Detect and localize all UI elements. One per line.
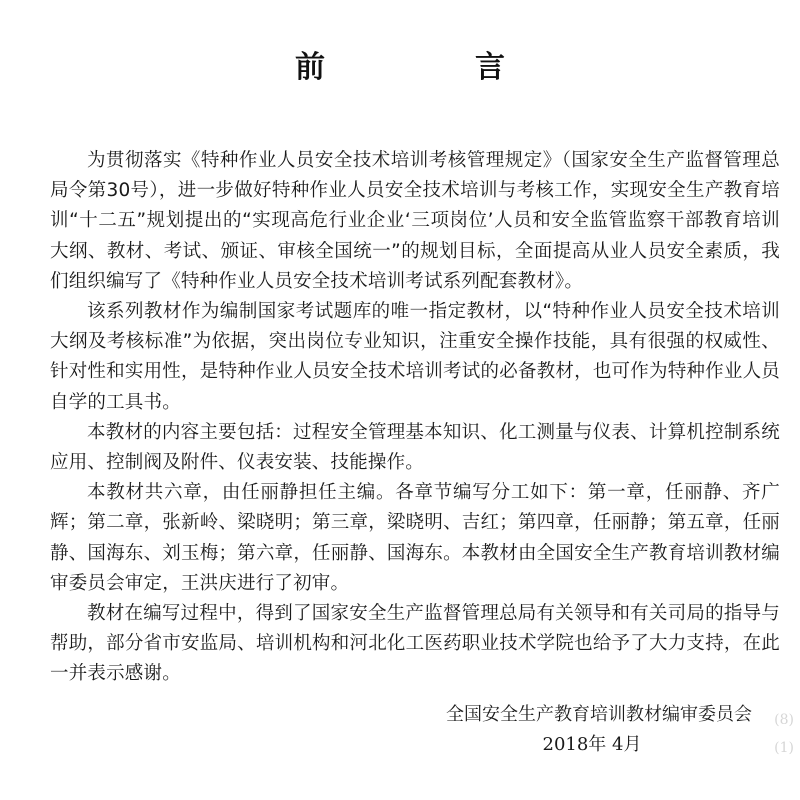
preface-body bbox=[50, 146, 780, 690]
signature-date: 2018年 4月 bbox=[542, 734, 642, 755]
signature-organization: 全国安全生产教育培训教材编审委员会 bbox=[446, 704, 752, 725]
paragraph-2: 该系列教材作为编制国家考试题库的唯一指定教材，以“特种作业人员安全技术培训大纲及考核标准”为依据，突出岗位专业知识，注重安全操作技能，具有很强的权威性、针对性和实用性，是特种作业人员安全技术培训考试的必备教材，也可作为特种作业人员自学的工具书。 bbox=[50, 301, 780, 413]
bleed-through-text: (1) bbox=[774, 740, 794, 756]
signature-block bbox=[392, 700, 752, 760]
page-title: 前 言 bbox=[295, 50, 565, 85]
paragraph-1: 为贯彻落实《特种作业人员安全技术培训考核管理规定》（国家安全生产监督管理总局令第30号），进一步做好特种作业人员安全技术培训与考核工作，实现安全生产教育培训“十二五”规划提出的“实现高危行业企业‘三项岗位’人员和安全监管监察干部教育培训大纲、教材、考试、颁证、审核全国统一”的规划目标，全面提高从业人员安全素质，我们组织编写了《特种作业人员安全技术培训考试系列配套教材》。 bbox=[50, 150, 780, 292]
paragraph-3: 本教材的内容主要包括：过程安全管理基本知识、化工测量与仪表、计算机控制系统应用、控制阀及附件、仪表安装、技能操作。 bbox=[50, 421, 780, 474]
bleed-through-text: (8) bbox=[774, 712, 794, 728]
paragraph-5: 教材在编写过程中，得到了国家安全生产监督管理总局有关领导和有关司局的指导与帮助，部分省市安监局、培训机构和河北化工医药职业技术学院也给予了大力支持，在此一并表示感谢。 bbox=[50, 603, 780, 685]
paragraph-4: 本教材共六章，由任丽静担任主编。各章节编写分工如下：第一章，任丽静、齐广辉；第二章，张新岭、梁晓明；第三章，梁晓明、吉红；第四章，任丽静；第五章，任丽静、国海东、刘玉梅；第六章，任丽静、国海东。本教材由全国安全生产教育培训教材编审委员会审定，王洪庆进行了初审。 bbox=[50, 482, 780, 594]
